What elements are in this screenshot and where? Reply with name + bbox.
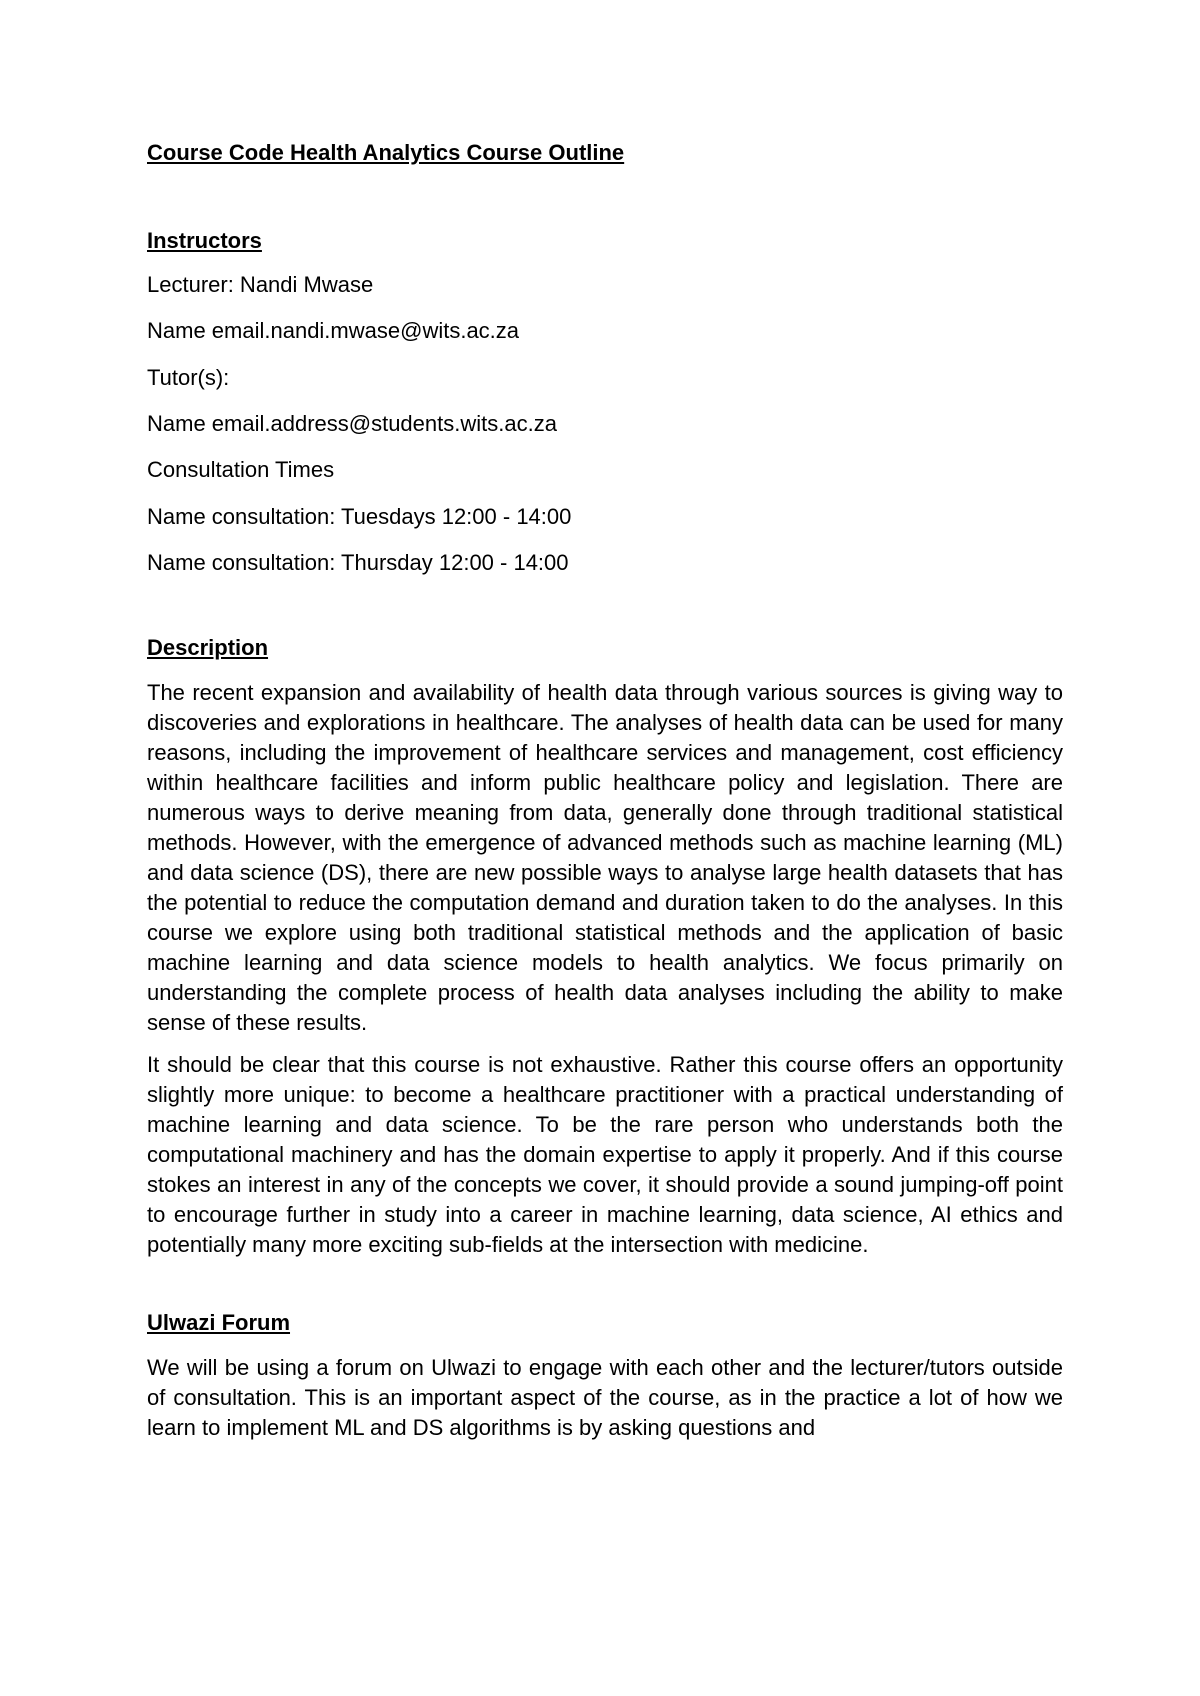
forum-heading: Ulwazi Forum	[147, 1309, 291, 1335]
description-paragraph-2: It should be clear that this course is not exhaustive. Rather this course offers an opportunity slightly more unique: to become a healthcare practitioner with a practical understanding of machine learning and data science. To be the rare person who understands both the computational machinery and has the domain expertise to apply it properly. And if this course stokes an interest in any of the concepts we cover, it should provide a sound jumping-off point to encourage further in study into a career in machine learning, data science, AI ethics and potentially many more exciting sub-fields at the intersection with medicine.	[147, 1051, 1063, 1257]
consultation-times-label: Consultation Times	[147, 457, 335, 483]
document-title: Course Code Health Analytics Course Outline	[147, 140, 625, 165]
document-page	[147, 140, 1063, 1455]
section-spacer	[147, 1272, 1063, 1310]
lecturer-line: Lecturer: Nandi Mwase	[147, 271, 374, 297]
consultation-tuesday-line: Name consultation: Tuesdays 12:00 - 14:00	[147, 503, 572, 529]
lecturer-email-line: Name email.nandi.mwase@wits.ac.za	[147, 318, 520, 344]
description-heading: Description	[147, 634, 269, 660]
forum-paragraph-1: We will be using a forum on Ulwazi to engage with each other and the lecturer/tutors outside of consultation. This is an important aspect of the course, as in the practice a lot of how we learn to implement ML and DS algorithms is by asking questions and	[147, 1355, 1063, 1441]
section-spacer	[147, 597, 1063, 635]
tutors-label: Tutor(s):	[147, 364, 230, 390]
consultation-thursday-line: Name consultation: Thursday 12:00 - 14:00	[147, 550, 569, 576]
tutor-email-line: Name email.address@students.wits.ac.za	[147, 410, 557, 436]
instructors-heading: Instructors	[147, 228, 262, 254]
description-paragraph-1: The recent expansion and availability of health data through various sources is giving way to discoveries and explorations in healthcare. The analyses of health data can be used for many reasons, including the improvement of healthcare services and management, cost efficiency within healthcare facilities and inform public healthcare policy and legislation. There are numerous ways to derive meaning from data, generally done through traditional statistical methods. However, with the emergence of advanced methods such as machine learning (ML) and data science (DS), there are new possible ways to analyse large health datasets that has the potential to reduce the computation demand and duration taken to do the analyses. In this course we explore using both traditional statistical methods and the application of basic machine learning and data science models to health analytics. We focus primarily on understanding the complete process of health data analyses including the ability to make sense of these results.	[147, 679, 1063, 1035]
